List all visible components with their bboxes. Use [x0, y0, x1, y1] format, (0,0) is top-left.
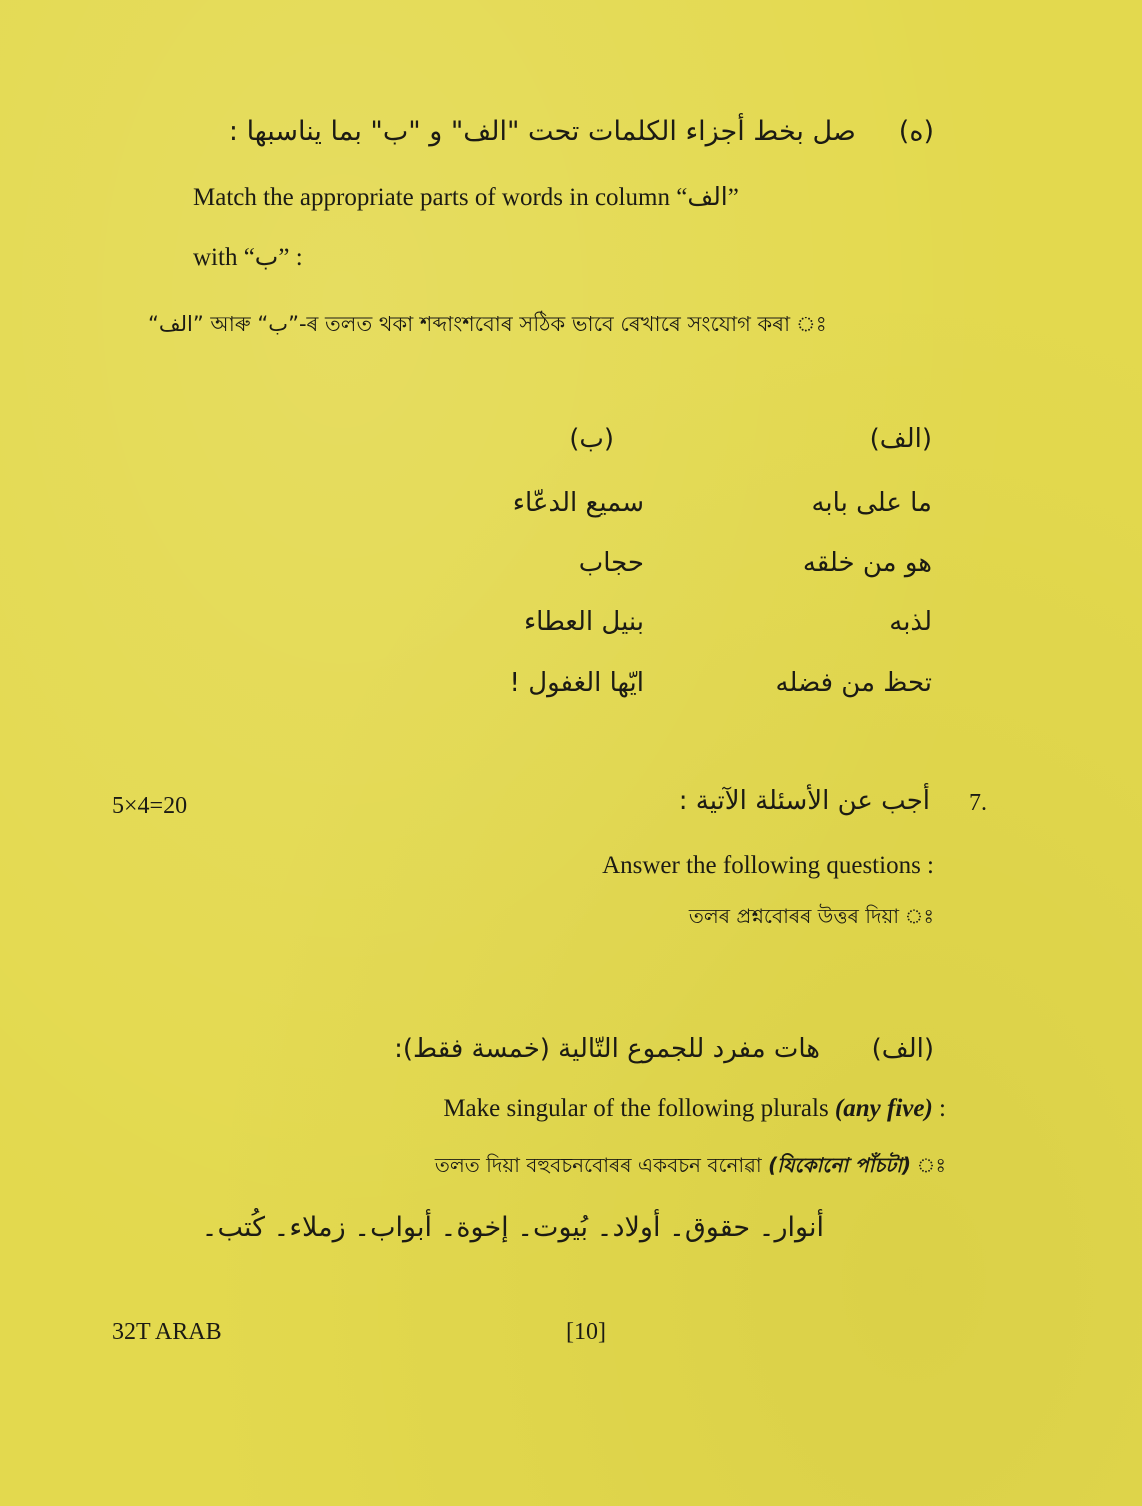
sub-question-english-emphasis: (any five)	[834, 1095, 933, 1122]
sub-question-assamese	[435, 1151, 946, 1184]
sub-question-arabic: هات مفرد للجموع التّالية (خمسة فقط):	[394, 1034, 820, 1064]
column-ba-item: سميع الدعّاء	[512, 488, 644, 518]
page-number: [10]	[566, 1319, 606, 1345]
sub-question-english-end: :	[932, 1095, 946, 1122]
question-7-marks: 5×4=20	[112, 793, 188, 819]
sub-question-assamese-end: ঃ	[911, 1153, 946, 1177]
sub-question-english-main: Make singular of the following plurals	[443, 1095, 835, 1122]
question-7-assamese: তলৰ প্ৰশ্নবোৰৰ উত্তৰ দিয়া ঃ	[688, 904, 934, 928]
sub-question-assamese-main: তলত দিয়া বহুবচনবোৰৰ একবচন বনোৱা	[434, 1153, 769, 1177]
question-e-english-line2: with “ب” :	[193, 244, 303, 271]
column-alif-header: (الف)	[869, 424, 932, 454]
question-7-arabic: أجب عن الأسئلة الآتية :	[678, 786, 930, 816]
column-ba-item: ايّها الغفول !	[509, 668, 644, 698]
column-alif-item: ما علی بابه	[811, 488, 932, 518]
question-e-english-line1: Match the appropriate parts of words in column “الف”	[193, 184, 739, 211]
sub-question-assamese-emphasis: (যিকোনো পাঁচটা)	[768, 1153, 912, 1177]
plural-words-list: أنوار۔ حقوق۔ أولاد۔ بُيوت۔ إخوة۔ أبواب۔ زملاء۔ كُتب۔	[201, 1212, 824, 1243]
question-e-assamese: “الف” আৰু “ب”-ৰ তলত থকা শব্দাংশবোৰ সঠিক ভাবে ৰেখাৰে সংযোগ কৰা ঃ	[148, 312, 827, 336]
column-alif-item: لذبه	[889, 607, 932, 637]
question-7-english: Answer the following questions :	[602, 852, 934, 879]
question-e-instruction: صل بخط أجزاء الكلمات تحت "الف" و "ب" بما يناسبها :	[228, 116, 856, 147]
column-ba-header: (ب)	[569, 424, 614, 454]
bleed-through-text	[240, 740, 246, 767]
column-alif-item: تحظ من فضله	[775, 668, 932, 698]
column-ba-item: بنيل العطاء	[523, 607, 644, 637]
sub-question-label: (الف)	[871, 1034, 934, 1064]
column-ba-item: حجاب	[578, 548, 644, 578]
question-7-number: 7.	[969, 790, 987, 816]
question-e-arabic	[229, 116, 934, 147]
paper-code: 32T ARAB	[112, 1319, 222, 1345]
column-alif-item: هو من خلقه	[802, 548, 932, 578]
question-e-label: (ه)	[898, 116, 934, 147]
sub-question-english	[443, 1095, 946, 1123]
